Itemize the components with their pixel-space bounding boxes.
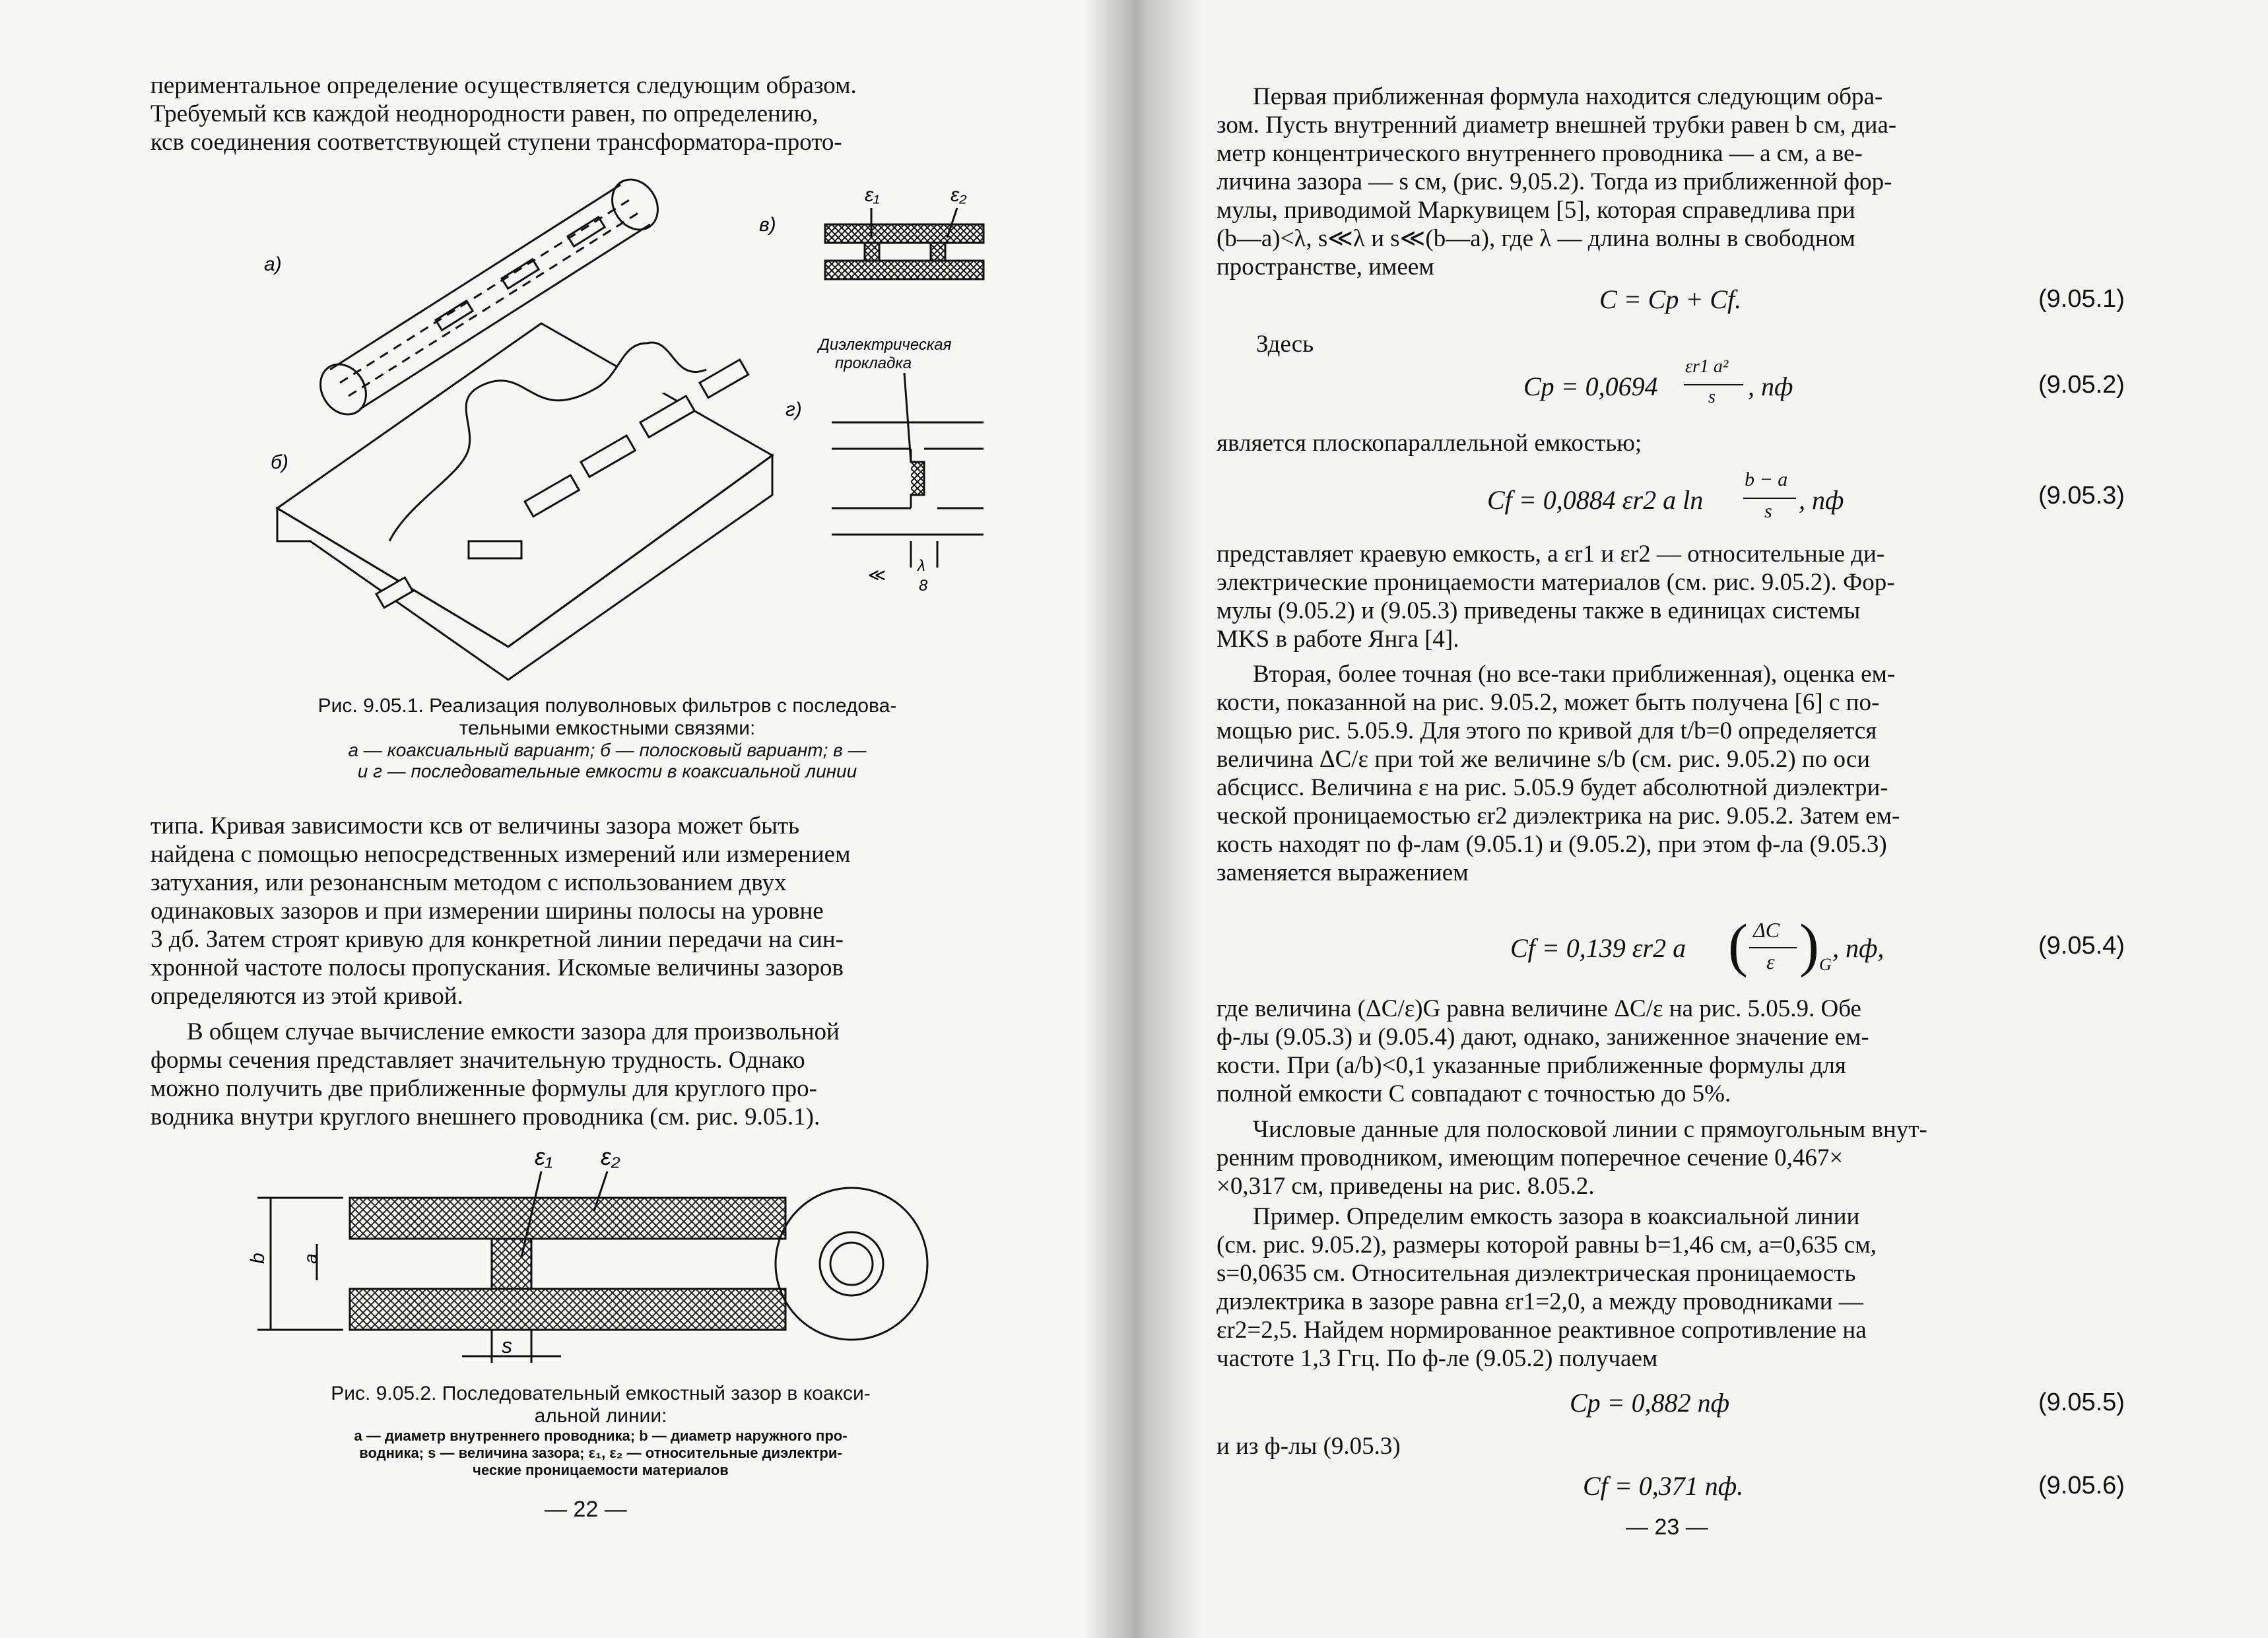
equation-number: (9.05.6): [2038, 1472, 2125, 1499]
fig1-label-e1: ε₁: [865, 184, 880, 206]
caption-legend: и г — последовательные емкости в коаксиальной линии: [357, 761, 857, 781]
fig1-lambda-lt: ≪: [868, 565, 886, 585]
right-para-2: является плоскопараллельной емкостью;: [1217, 430, 1642, 457]
right-para-5: [1217, 995, 2134, 1108]
right-para-3: [1217, 540, 2134, 653]
fraction-bar: [1684, 384, 1743, 385]
equation-9-05-5: Cp = 0,882 пф: [1570, 1388, 1730, 1418]
eq-frac-den: s: [1708, 387, 1716, 407]
text-line: хронной частоте полосы пропускания. Искомые величины зазоров: [150, 954, 844, 981]
eq-unit: , пф: [1748, 372, 1793, 401]
text-line: метр концентрического внутреннего проводника — a см, а ве-: [1217, 140, 1863, 167]
fig2-label-s: s: [502, 1334, 512, 1358]
eq-subscript: G: [1819, 955, 1832, 974]
text-line: MKS в работе Янга [4].: [1217, 626, 1459, 653]
eq-unit: , пф,: [1832, 933, 1884, 963]
fig1-g-section: [832, 373, 984, 568]
text-line: водника внутри круглого внешнего проводника (см. рис. 9.05.1).: [150, 1103, 820, 1130]
eq-frac-den: s: [1764, 500, 1772, 522]
text-line: ф-лы (9.05.3) и (9.05.4) дают, однако, заниженное значение ем-: [1217, 1024, 1869, 1051]
right-para-8: и из ф-лы (9.05.3): [1217, 1433, 1401, 1460]
figure-9-05-1: [251, 172, 1010, 686]
fig2-section: [257, 1171, 927, 1363]
equation-number: (9.05.4): [2038, 932, 2125, 960]
text-line: s=0,0635 см. Относительная диэлектрическая проницаемость: [1217, 1260, 1856, 1287]
text-line: представляет краевую емкость, а εr1 и εr2 — относительные ди-: [1217, 541, 1885, 568]
fraction-bar: [1749, 947, 1797, 948]
text-line: Числовые данные для полосковой линии с прямоугольным внут-: [1253, 1116, 1927, 1143]
text-line: величина ΔC/ε при той же величине s/b (см. рис. 9.05.2) по оси: [1217, 746, 1871, 773]
caption-legend: a — диаметр внутреннего проводника; b — диаметр наружного про-: [354, 1427, 848, 1444]
figure-9-05-2-caption: [251, 1383, 951, 1479]
text-line: кости. При (a/b)<0,1 указанные приближенные формулы для: [1217, 1052, 1846, 1079]
text-line: Требуемый ксв каждой неоднородности равен, по определению,: [150, 100, 818, 127]
text-line: абсцисс. Величина ε на рис. 5.05.9 будет абсолютной диэлектри-: [1217, 774, 1888, 801]
fig1-label-e2: ε₂: [951, 184, 967, 206]
page-number: — 23 —: [1626, 1515, 1708, 1540]
text-line: где величина (ΔC/ε)G равна величине ΔC/ε на рис. 5.05.9. Обе: [1217, 995, 1861, 1022]
text-line: заменяется выражением: [1217, 859, 1469, 886]
right-paren: ): [1799, 913, 1819, 978]
caption-legend: ческие проницаемости материалов: [473, 1462, 729, 1478]
text-line: личина зазора — s см, (рис. 9,05.2). Тогда из приближенной фор-: [1217, 168, 1892, 195]
text-line: мулы, приводимой Маркувицем [5], которая справедлива при: [1217, 197, 1855, 224]
fig1-label-b: б): [271, 451, 288, 473]
eq-frac-num: b − a: [1745, 469, 1788, 490]
fig2-label-a: a: [300, 1253, 321, 1264]
eq-frac-num: ΔC: [1753, 918, 1780, 942]
text-line: электрические проницаемости материалов (см. рис. 9.05.2). Фор-: [1217, 569, 1895, 596]
equation-number: (9.05.2): [2038, 371, 2125, 399]
text-line: кость находят по ф-лам (9.05.1) и (9.05.2), при этом ф-ла (9.05.3): [1217, 831, 1887, 858]
caption-title: тельными емкостными связями:: [459, 717, 756, 739]
text-line: найдена с помощью непосредственных измерений или измерением: [150, 841, 851, 868]
left-paren: (: [1728, 913, 1748, 978]
text-line: полной емкости C совпадают с точностью до 5%.: [1217, 1080, 1731, 1107]
text-line: мощью рис. 5.05.9. Для этого по кривой для t/b=0 определяется: [1217, 717, 1877, 744]
right-para-6: [1217, 1115, 2134, 1200]
text-line: частоте 1,3 Ггц. По ф-ле (9.05.2) получаем: [1217, 1345, 1658, 1372]
text-line: формы сечения представляет значительную трудность. Однако: [150, 1047, 805, 1074]
equation-number: (9.05.3): [2038, 482, 2125, 509]
page-number: — 22 —: [545, 1497, 627, 1522]
figure-9-05-1-caption: [218, 695, 997, 782]
fig2-label-b: b: [247, 1253, 269, 1264]
left-mid-paragraph: [150, 812, 1061, 1010]
fig1-dielectric-label-2: прокладка: [835, 354, 912, 372]
fig1-label-v: в): [759, 214, 776, 236]
book-gutter-shadow: [1083, 0, 1201, 1638]
text-line: 3 дб. Затем строят кривую для конкретной линии передачи на син-: [150, 926, 844, 953]
stripline-drawing: [277, 323, 772, 680]
text-line: εr2=2,5. Найдем нормированное реактивное сопротивление на: [1217, 1317, 1867, 1344]
left-para-2: [150, 1018, 1061, 1131]
text-line: ренним проводником, имеющим поперечное сечение 0,467×: [1217, 1144, 1844, 1171]
fig1-v-section: [825, 208, 984, 279]
eq-lhs: Cf = 0,0884 εr2 a ln: [1487, 485, 1704, 515]
text-line: Вторая, более точная (но все-таки приближенная), оценка ем-: [1253, 661, 1896, 688]
text-line: одинаковых зазоров и при измерении ширины полосы на уровне: [150, 898, 824, 925]
eq-lhs: Cp = 0,0694: [1523, 372, 1658, 401]
fig1-lambda-den: 8: [919, 577, 928, 595]
text-line: можно получить две приближенные формулы для круглого про-: [150, 1075, 817, 1102]
text-line: зом. Пусть внутренний диаметр внешней трубки равен b см, диа-: [1217, 112, 1897, 139]
fraction-bar: [1743, 498, 1796, 499]
text-line: Пример. Определим емкость зазора в коаксиальной линии: [1253, 1203, 1860, 1230]
fig2-label-e2: ε₂: [601, 1143, 620, 1170]
eq-lhs: Cf = 0,139 εr2 a: [1510, 933, 1686, 963]
text-line: (см. рис. 9.05.2), размеры которой равны b=1,46 см, a=0,635 см,: [1217, 1231, 1877, 1259]
fig2-label-e1: ε₁: [535, 1143, 553, 1170]
text-line: затухания, или резонансным методом с использованием двух: [150, 869, 787, 896]
equation-9-05-6: Cf = 0,371 пф.: [1583, 1471, 1744, 1501]
text-line: ческой проницаемостью εr2 диэлектрика на рис. 9.05.2. Затем ем-: [1217, 803, 1900, 830]
here-word: Здесь: [1256, 331, 1314, 358]
right-para-4: [1217, 660, 2134, 887]
fig1-lambda-num: λ: [917, 557, 925, 575]
text-line: ×0,317 см, приведены на рис. 8.05.2.: [1217, 1173, 1595, 1200]
text-line: периментальное определение осуществляется следующим образом.: [150, 72, 857, 99]
text-line: кости, показанной на рис. 9.05.2, может быть получена [6] с по-: [1217, 689, 1880, 716]
figure-9-05-2: [244, 1138, 970, 1383]
equation-number: (9.05.1): [2038, 285, 2125, 313]
right-para-1: [1217, 82, 2134, 281]
left-top-paragraph: [150, 71, 1061, 156]
fig1-label-g: г): [785, 399, 802, 420]
eq-unit: , пф: [1799, 485, 1844, 515]
caption-legend: водника; s — величина зазора; ε₁, ε₂ — относительные диэлектри-: [359, 1445, 842, 1461]
text-line: типа. Кривая зависимости ксв от величины зазора может быть: [150, 812, 799, 839]
equation-number: (9.05.5): [2038, 1389, 2125, 1416]
text-line: пространстве, имеем: [1217, 253, 1434, 280]
text-line: диэлектрика в зазоре равна εr1=2,0, а между проводниками —: [1217, 1288, 1863, 1315]
equation-9-05-1: C = Cp + Cf.: [1599, 284, 1742, 314]
text-line: ксв соединения соответствующей ступени трансформатора-прото-: [150, 129, 842, 156]
fig1-dielectric-label-1: Диэлектрическая: [818, 336, 952, 354]
eq-frac-num: εr1 a²: [1685, 356, 1729, 377]
text-line: определяются из этой кривой.: [150, 983, 463, 1010]
caption-title: альной линии:: [534, 1405, 667, 1427]
text-line: (b—a)<λ, s≪λ и s≪(b—a), где λ — длина волны в свободном: [1217, 225, 1855, 252]
fig1-label-a: а): [264, 253, 282, 275]
caption-title: Рис. 9.05.2. Последовательный емкостный зазор в коакси-: [331, 1383, 871, 1404]
right-page: [1134, 0, 2268, 1638]
eq-frac-den: ε: [1766, 950, 1775, 973]
caption-title: Рис. 9.05.1. Реализация полуволновых фильтров с последова-: [317, 695, 897, 717]
text-line: мулы (9.05.2) и (9.05.3) приведены также в единицах системы: [1217, 597, 1861, 624]
right-para-7: [1217, 1202, 2134, 1373]
text-line: В общем случае вычисление емкости зазора для произвольной: [187, 1018, 840, 1045]
text-line: Первая приближенная формула находится следующим обра-: [1253, 83, 1883, 110]
caption-legend: а — коаксиальный вариант; б — полосковый вариант; в —: [348, 740, 867, 760]
